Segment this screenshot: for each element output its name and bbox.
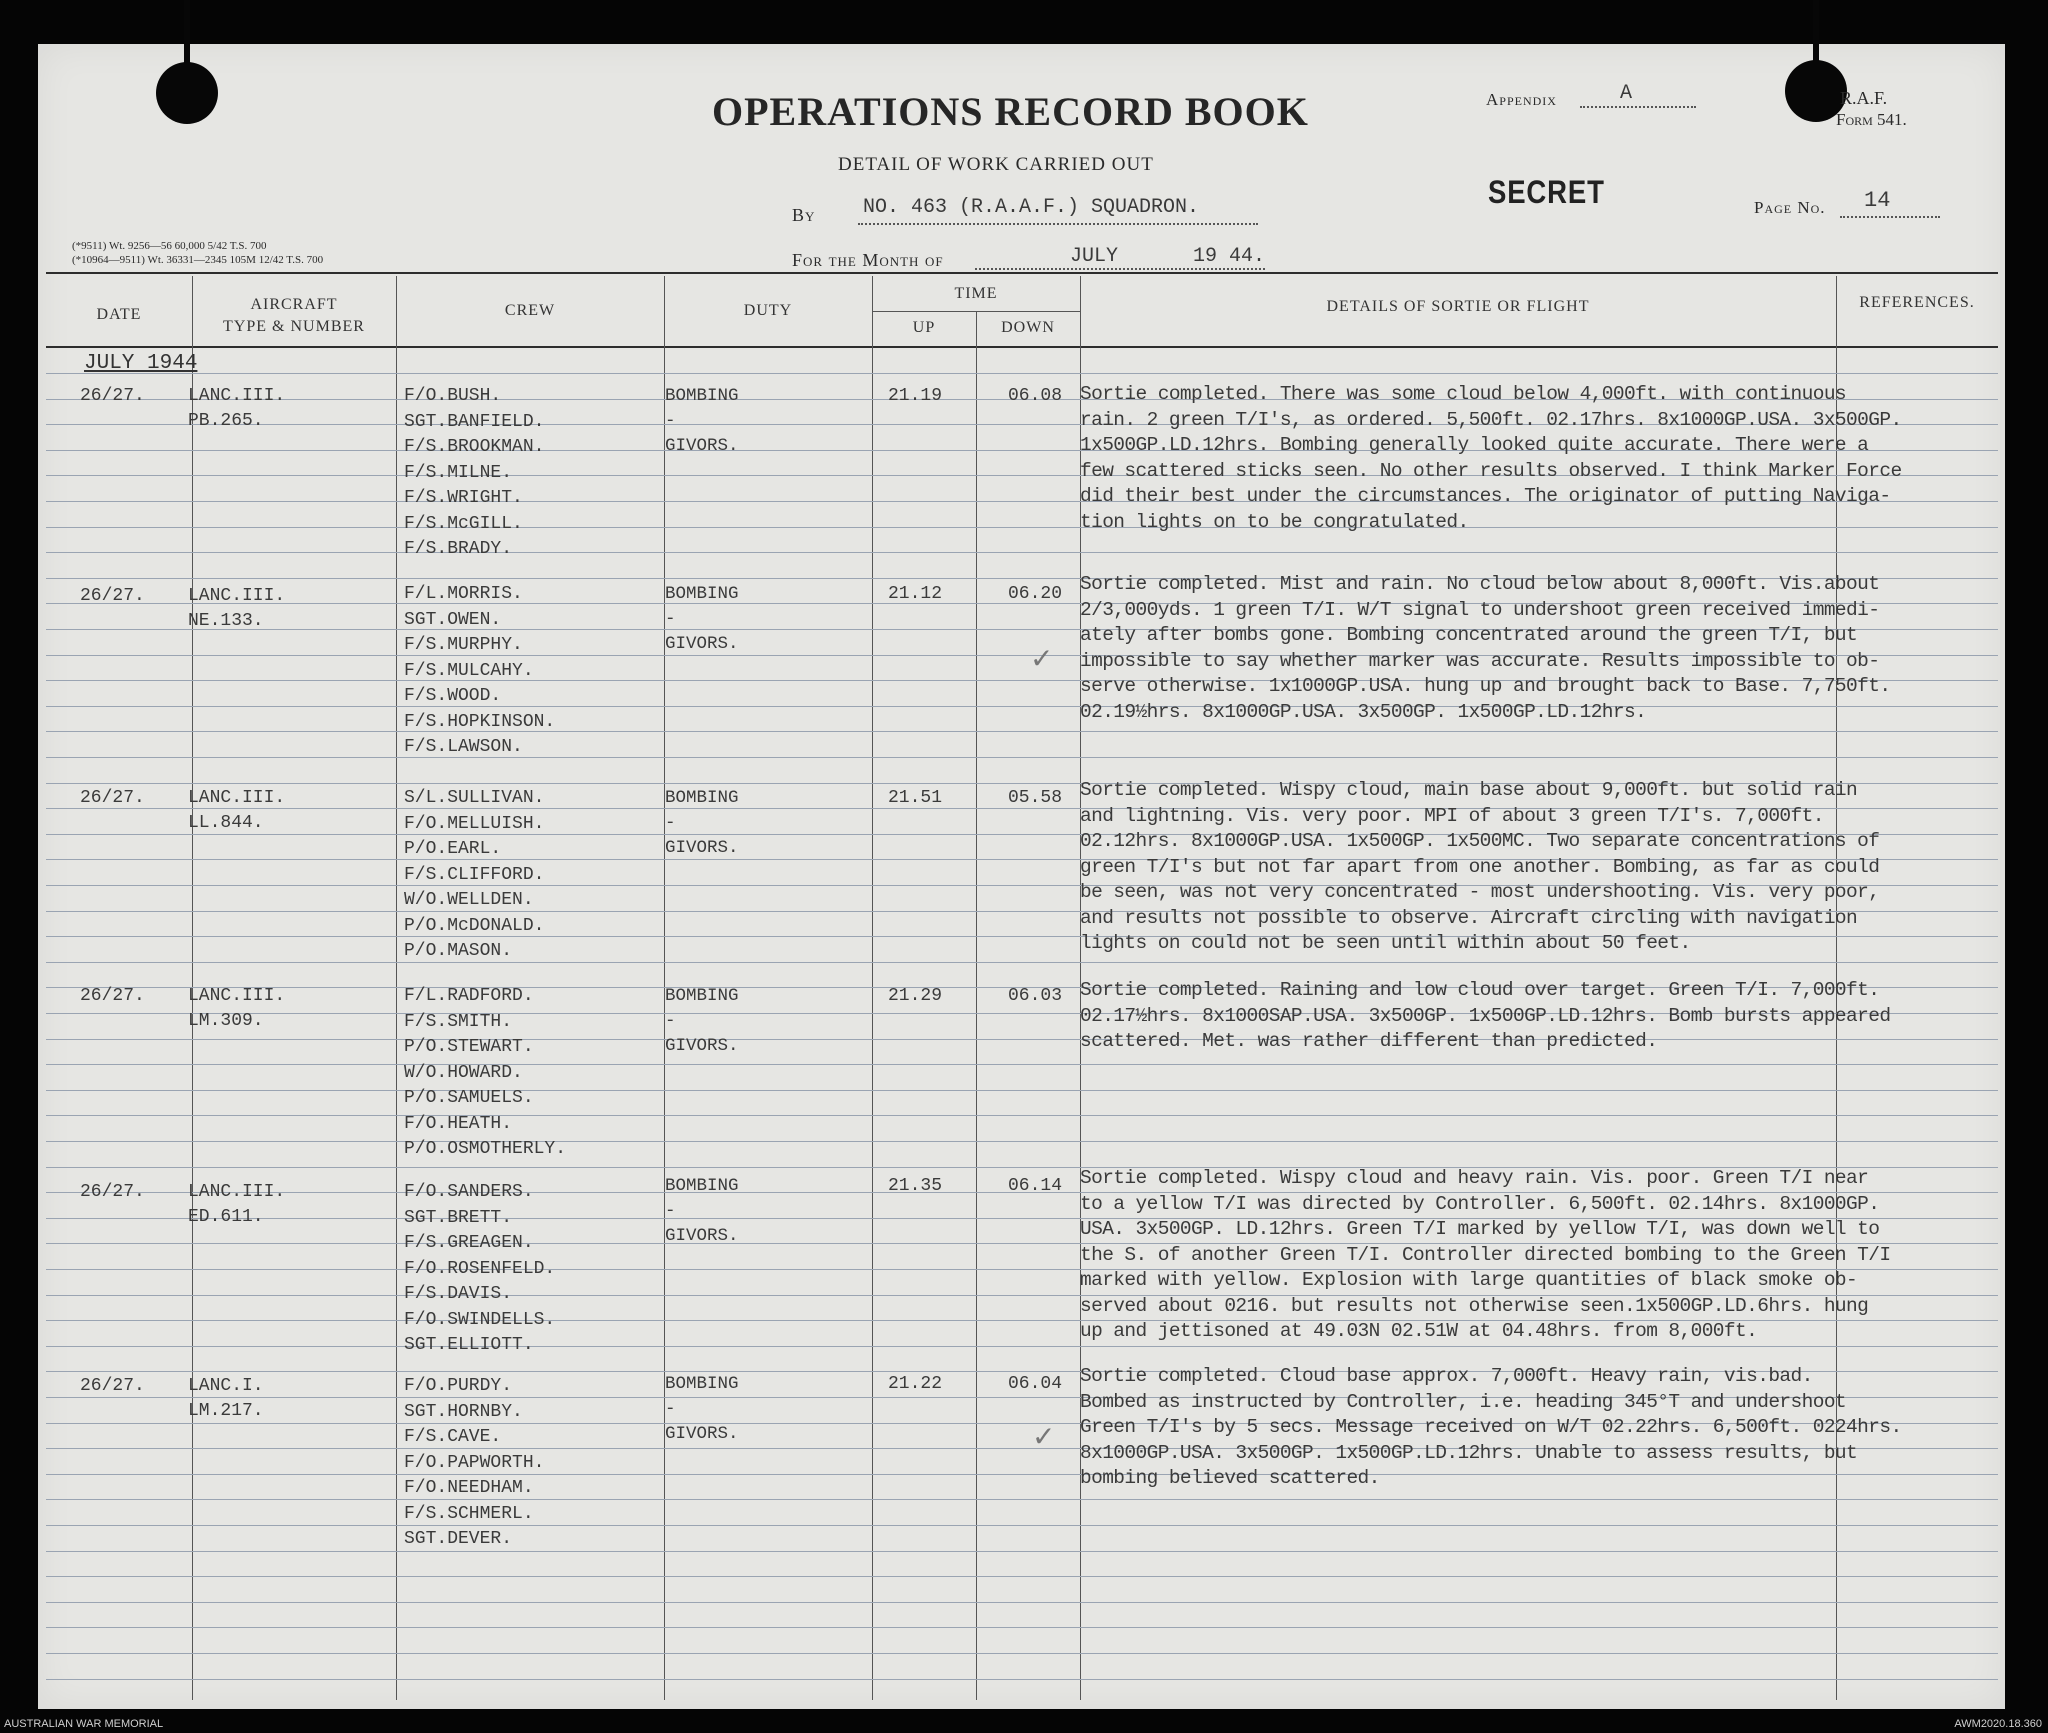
entry-crew: F/O.SANDERS. SGT.BRETT. F/S.GREAGEN. F/O.ROSENFELD. F/S.DAVIS. F/O.SWINDELLS. SGT.ELLIOTT.: [404, 1182, 556, 1355]
ruled-line: [46, 1064, 1998, 1065]
ruled-line: [46, 1525, 1998, 1526]
punch-hole-slot-right: [1813, 0, 1819, 64]
ruled-line: [46, 1576, 1998, 1577]
entry-duty: BOMBING - GIVORS.: [665, 788, 739, 858]
ruled-line: [46, 1499, 1998, 1500]
entry-aircraft-number: NE.133.: [188, 611, 264, 631]
entry-date: 26/27.: [80, 986, 145, 1006]
page-number-label: Page No.: [1754, 198, 1826, 217]
ruled-line: [46, 1115, 1998, 1116]
entry-aircraft-type: LANC.III.: [188, 386, 286, 406]
ruled-line: [46, 1346, 1998, 1347]
check-mark-icon: ✓: [1032, 1422, 1056, 1453]
month-heading: JULY 1944: [84, 352, 198, 375]
entry-aircraft-number: LM.217.: [188, 1401, 264, 1421]
month-label: For the Month of: [792, 250, 944, 270]
entry-duty: BOMBING - GIVORS.: [665, 1176, 739, 1246]
printer-code-2: (*10964—9511) Wt. 36331—2345 105M 12/42 T.S. 700: [72, 254, 324, 266]
col-header-details: DETAILS OF SORTIE OR FLIGHT: [1326, 298, 1590, 315]
entry-time-down: 06.14: [1008, 1176, 1063, 1196]
col-header-crew: CREW: [504, 302, 556, 319]
check-mark-icon: ✓: [1030, 644, 1054, 675]
entry-details: Sortie completed. Wispy cloud, main base about 9,000ft. but solid rain and lightning. Vis. very poor. MPI of about 3 green T/I's. 7,000ft. 02.12hrs. 8x1000GP.USA. 1x500GP. 1x500MC. Two separate concentrations of green T/I's but not far apart from one another. Bombing, as far as could be seen, was not very concentrated - most undershooting. Vis. very poor, and results not possible to observe. Aircraft circling with navigation lights on could not be seen until within about 50 feet.: [1080, 779, 1880, 954]
ruled-line: [46, 1627, 1998, 1628]
entry-time-up: 21.19: [888, 386, 943, 406]
entry-details: Sortie completed. Mist and rain. No cloud below about 8,000ft. Vis.about 2/3,000yds. 1 green T/I. W/T signal to undershoot green received immedi- ately after bombs gone. Bombing concentrated around the green T/I, but impossible to say whether marker was accurate. Results impossible to ob- serve otherwise. 1x1000GP.USA. hung up and brought back to Base. 7,750ft. 02.19½hrs. 8x1000GP.USA. 3x500GP. 1x500GP.LD.12hrs.: [1080, 573, 1891, 723]
entry-duty: BOMBING - GIVORS.: [665, 1374, 739, 1444]
col-header-references: REFERENCES.: [1859, 294, 1975, 311]
page-dotted-line: [1840, 216, 1940, 218]
entry-aircraft-type: LANC.III.: [188, 586, 286, 606]
entry-time-down: 05.58: [1008, 788, 1063, 808]
entry-duty: BOMBING - GIVORS.: [665, 584, 739, 654]
entry-duty: BOMBING - GIVORS.: [665, 386, 739, 456]
entry-time-up: 21.51: [888, 788, 943, 808]
entry-crew: S/L.SULLIVAN. F/O.MELLUISH. P/O.EARL. F/S.CLIFFORD. W/O.WELLDEN. P/O.McDONALD. P/O.MASON.: [404, 788, 545, 961]
page-number-value: 14: [1864, 188, 1891, 213]
appendix-label: Appendix: [1486, 90, 1557, 109]
entry-time-up: 21.35: [888, 1176, 943, 1196]
entry-time-down: 06.03: [1008, 986, 1063, 1006]
entry-crew: F/O.PURDY. SGT.HORNBY. F/S.CAVE. F/O.PAPWORTH. F/O.NEEDHAM. F/S.SCHMERL. SGT.DEVER.: [404, 1376, 545, 1549]
month-dotted-line: [975, 268, 1265, 270]
squadron-dotted-line: [858, 223, 1258, 225]
entry-date: 26/27.: [80, 788, 145, 808]
col-header-duty: DUTY: [743, 302, 793, 319]
entry-crew: F/O.BUSH. SGT.BANFIELD. F/S.BROOKMAN. F/S.MILNE. F/S.WRIGHT. F/S.McGILL. F/S.BRADY.: [404, 386, 545, 559]
entry-time-up: 21.22: [888, 1374, 943, 1394]
entry-time-up: 21.29: [888, 986, 943, 1006]
col-header-up: UP: [912, 319, 936, 336]
col-header-aircraft: AIRCRAFT: [250, 296, 338, 313]
ruled-line: [46, 962, 1998, 963]
entry-details: Sortie completed. Cloud base approx. 7,000ft. Heavy rain, vis.bad. Bombed as instructed by Controller, i.e. heading 345°T and undershoot Green T/I's by 5 secs. Message received on W/T 02.22hrs. 6,500ft. 0224hrs. 8x1000GP.USA. 3x500GP. 1x500GP.LD.12hrs. Unable to assess results, but bombing believed scattered.: [1080, 1365, 1902, 1489]
entry-aircraft-type: LANC.III.: [188, 1182, 286, 1202]
entry-aircraft-type: LANC.III.: [188, 788, 286, 808]
printer-code-1: (*9511) Wt. 9256—56 60,000 5/42 T.S. 700: [72, 240, 267, 252]
form-number: Form 541.: [1836, 110, 1907, 129]
ruled-line: [46, 373, 1998, 374]
entry-date: 26/27.: [80, 1182, 145, 1202]
entry-time-down: 06.04: [1008, 1374, 1063, 1394]
col-divider-up: [976, 311, 977, 1700]
entry-details: Sortie completed. There was some cloud below 4,000ft. with continuous rain. 2 green T/I's, as ordered. 5,500ft. 02.17hrs. 8x1000GP.USA. 3x500GP. 1x500GP.LD.12hrs. Bombing generally looked quite accurate. There were a few scattered sticks seen. No other results observed. I think Marker Force did their best under the circumstances. The originator of putting Naviga- tion lights on to be congratulated.: [1080, 383, 1902, 533]
year-value: 19 44.: [1193, 245, 1266, 268]
col-header-date: DATE: [96, 306, 142, 323]
squadron-name: NO. 463 (R.A.A.F.) SQUADRON.: [863, 196, 1200, 219]
entry-aircraft-number: LM.309.: [188, 1011, 264, 1031]
appendix-value: A: [1620, 82, 1633, 105]
entry-details: Sortie completed. Wispy cloud and heavy rain. Vis. poor. Green T/I near to a yellow T/I was directed by Controller. 6,500ft. 02.14hrs. 8x1000GP. USA. 3x500GP. LD.12hrs. Green T/I marked by yellow T/I, was down well to the S. of another Green T/I. Controller directed bombing to the Green T/I marked with yellow. Explosion with large quantities of black smoke ob- served about 0216. but results not otherwise seen.1x500GP.LD.6hrs. hung up and jettisoned at 49.03N 02.51W at 04.48hrs. from 8,000ft.: [1080, 1167, 1891, 1342]
entry-aircraft-number: PB.265.: [188, 411, 264, 431]
col-header-time: TIME: [954, 285, 998, 302]
ruled-line: [46, 1141, 1998, 1142]
entry-aircraft-type: LANC.III.: [188, 986, 286, 1006]
footer-right: AWM2020.18.360: [1954, 1718, 2042, 1730]
footer-left: AUSTRALIAN WAR MEMORIAL: [4, 1718, 164, 1730]
ruled-line: [46, 1090, 1998, 1091]
entry-aircraft-type: LANC.I.: [188, 1376, 264, 1396]
secret-stamp: SECRET: [1488, 174, 1605, 210]
entry-time-down: 06.08: [1008, 386, 1063, 406]
col-header-down: DOWN: [1001, 319, 1055, 336]
entry-duty: BOMBING - GIVORS.: [665, 986, 739, 1056]
entry-date: 26/27.: [80, 386, 145, 406]
ruled-line: [46, 1679, 1998, 1680]
entry-time-up: 21.12: [888, 584, 943, 604]
entry-details: Sortie completed. Raining and low cloud over target. Green T/I. 7,000ft. 02.17½hrs. 8x1000SAP.USA. 3x500GP. 1x500GP.LD.12hrs. Bomb bursts appeared scattered. Met. was rather different than predicted.: [1080, 979, 1891, 1052]
appendix-dotted-line: [1580, 106, 1696, 108]
ruled-line: [46, 1551, 1998, 1552]
header-bottom-rule: [46, 346, 1998, 348]
ruled-line: [46, 757, 1998, 758]
table-top-rule: [46, 272, 1998, 274]
entry-date: 26/27.: [80, 1376, 145, 1396]
ruled-line: [46, 1602, 1998, 1603]
page-title: OPERATIONS RECORD BOOK: [712, 89, 1309, 134]
entry-aircraft-number: ED.611.: [188, 1207, 264, 1227]
ruled-line: [46, 552, 1998, 553]
entry-crew: F/L.MORRIS. SGT.OWEN. F/S.MURPHY. F/S.MULCAHY. F/S.WOOD. F/S.HOPKINSON. F/S.LAWSON.: [404, 584, 556, 757]
punch-hole-slot-left: [184, 0, 190, 66]
entry-crew: F/L.RADFORD. F/S.SMITH. P/O.STEWART. W/O.HOWARD. P/O.SAMUELS. F/O.HEATH. P/O.OSMOTHERLY.: [404, 986, 567, 1159]
month-value: JULY: [1070, 245, 1119, 268]
punch-hole-left: [156, 62, 218, 124]
col-header-aircraft-type: TYPE & NUMBER: [223, 318, 365, 335]
entry-date: 26/27.: [80, 586, 145, 606]
entry-time-down: 06.20: [1008, 584, 1063, 604]
raf-label: R.A.F.: [1840, 88, 1888, 108]
page-subtitle: DETAIL OF WORK CARRIED OUT: [838, 154, 1154, 175]
by-label: By: [792, 205, 816, 225]
entry-aircraft-number: LL.844.: [188, 813, 264, 833]
ruled-line: [46, 1653, 1998, 1654]
ruled-line: [46, 731, 1998, 732]
